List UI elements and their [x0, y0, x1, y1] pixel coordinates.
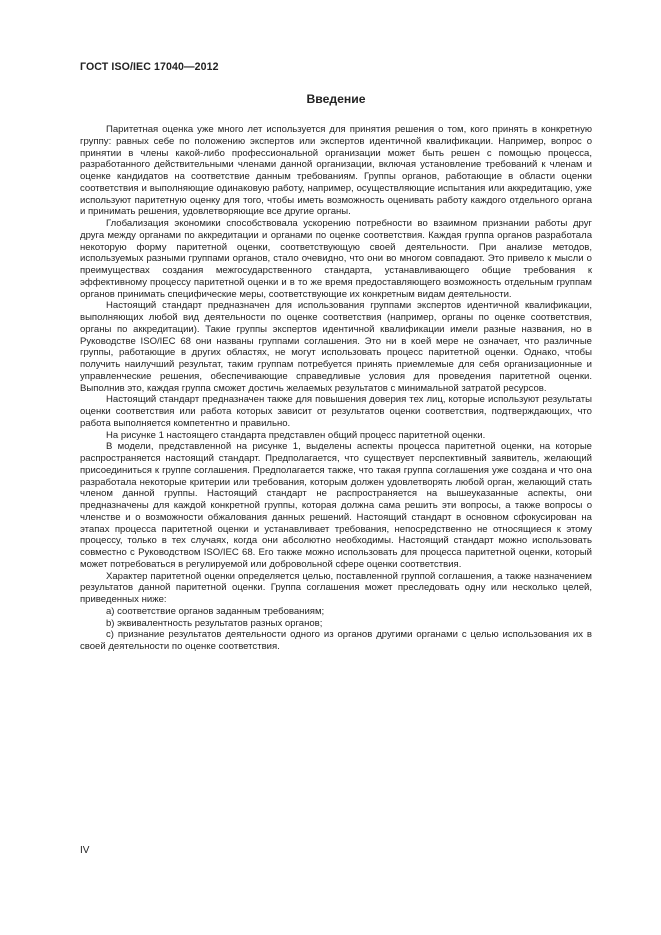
list-item: b) эквивалентность результатов разных органов; [106, 617, 323, 629]
list-item: a) соответствие органов заданным требованиям; [106, 605, 325, 617]
list-item: c) признание результатов деятельности одного из органов другими органами с целью использования их в своей деятельности по оценке соответствия. [80, 629, 592, 652]
paragraph: Глобализация экономики способствовала ускорению потребности во взаимном признании работы друг друга между органами по аккредитации и органами по оценке соответствия. Каждая группа органов разработала некоторую форму паритетной оценки, соответствующую своей деятельности. При анализе методов, используемых разными группами органов, стало очевидно, что они во многом совпадают. Это привело к мысли о преимуществах создания межгосударственного стандарта, устанавливающего общие требования к эффективному процессу паритетной оценки и в то же время предоставляющего возможность отдельным группам органов принимать специфические меры, соответствующие их конкретным видам деятельности. [80, 218, 592, 300]
paragraph: Настоящий стандарт предназначен также для повышения доверия тех лиц, которые используют результаты оценки соответствия или работа которых зависит от результатов оценки соответствия, подтверждающих, что работа выполняется компетентно и правильно. [80, 394, 592, 429]
document-body [80, 124, 592, 653]
page-number: IV [80, 845, 90, 856]
paragraph: Паритетная оценка уже много лет используется для принятия решения о том, кого принять в конкретную группу: равных себе по положению экспертов или экспертов идентичной квалификации. Например, вопрос о принятии в члены какой-либо профессиональной организации может быть решен с помощью процесса, разработанного действительными членами данной организации, включая установление требований к членам и оценке кандидатов на соответствие данным требованиям. Группы органов, работающие в области оценки соответствия и выполняющие одинаковую работу, например, осуществляющие испытания или аккредитацию, уже используют паритетную оценку для того, чтобы иметь возможность оценивать работу каждого отдельного органа и принимать решения, удовлетворяющие все другие органы. [80, 124, 592, 218]
paragraph: В модели, представленной на рисунке 1, выделены аспекты процесса паритетной оценки, на которые распространяется настоящий стандарт. Предполагается, что существует перспективный заявитель, желающий присоединиться к группе соглашения. Предполагается также, что такая группа соглашения уже создана и что она разработала некоторые критерии или требования, которым должен удовлетворять любой орган, желающий стать членом данной группы. Настоящий стандарт не распространяется на вышеуказанные аспекты, они предназначены для каждой конкретной группы, которая должна сама решить эти вопросы, а также вопросы о членстве и о возможности обжалования данных решений. Настоящий стандарт в основном сфокусирован на этапах процесса паритетной оценки и устанавливает требования, непосредственно не относящиеся к этому процессу, только в тех случаях, когда они абсолютно необходимы. Настоящий стандарт можно использовать совместно с Руководством ISO/IEC 68. Его также можно использовать для процесса паритетной оценки, который может потребоваться в регулируемой или добровольной сфере оценки соответствия. [80, 441, 592, 570]
paragraph: Характер паритетной оценки определяется целью, поставленной группой соглашения, а также назначением результатов данной паритетной оценки. Группа соглашения может преследовать одну или несколько целей, приведенных ниже: [80, 570, 592, 605]
paragraph: На рисунке 1 настоящего стандарта представлен общий процесс паритетной оценки. [106, 429, 486, 441]
document-code-header: ГОСТ ISO/IEC 17040—2012 [80, 61, 219, 73]
section-title: Введение [306, 92, 366, 106]
paragraph: Настоящий стандарт предназначен для использования группами экспертов идентичной квалификации, выполняющих любой вид деятельности по оценке соответствия (например, органы по оценке соответствия, органы по аккредитации). Такие группы экспертов идентичной квалификации имели разные названия, но в Руководстве ISO/IEC 68 они названы группами соглашения. Это ни в коей мере не означает, что различные группы, работающие в других областях, не могут использовать процесс паритетной оценки. Однако, чтобы получить наилучший результат, таким группам потребуется принять приемлемые для себя организационные и управленческие решения, обеспечивающие справедливые условия для проведения паритетной оценки. Выполнив это, каждая группа сможет достичь желаемых результатов с минимальной затратой ресурсов. [80, 300, 592, 394]
